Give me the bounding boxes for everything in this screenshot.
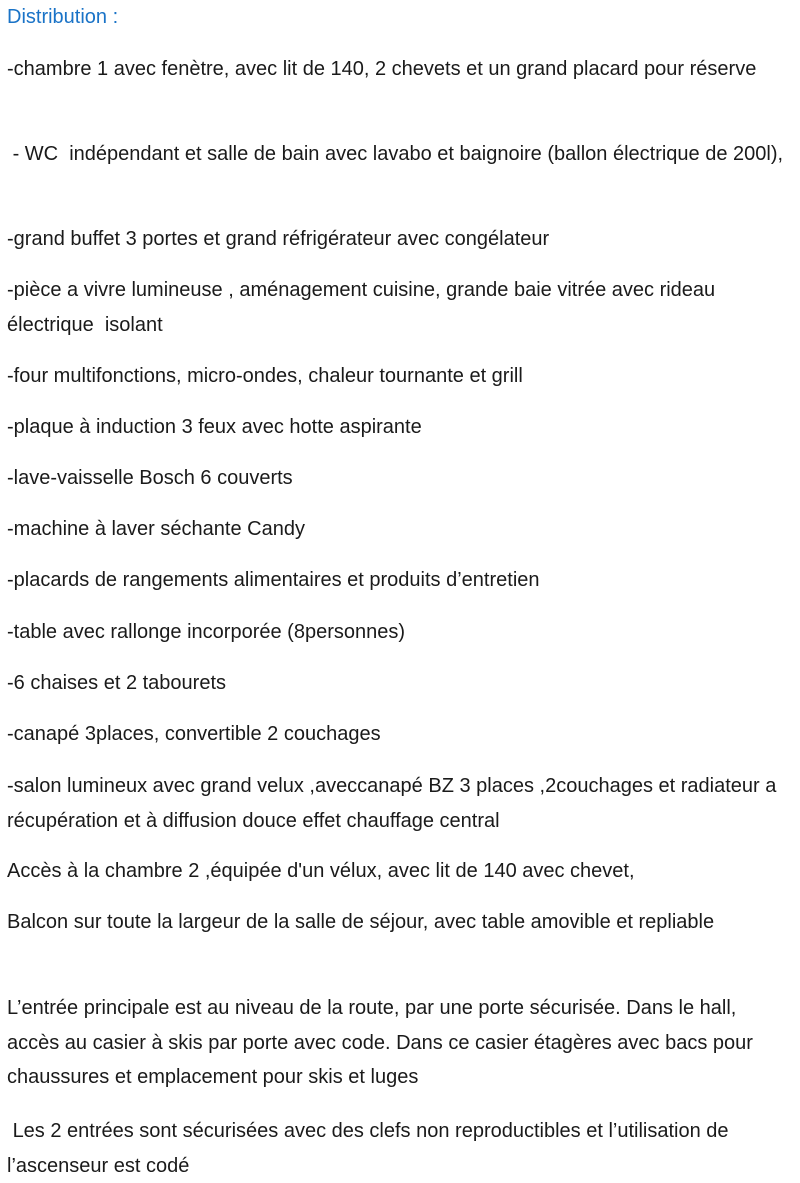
paragraph-buffet-refrigerateur: -grand buffet 3 portes et grand réfrigérateur avec congélateur (7, 228, 550, 250)
paragraph-securite: Les 2 entrées sont sécurisées avec des clefs non reproductibles et l’utilisation de l’ascenseur est codé (7, 1120, 735, 1177)
paragraph-balcon: Balcon sur toute la largeur de la salle de séjour, avec table amovible et repliable (7, 911, 715, 933)
paragraph-plaque-induction: -plaque à induction 3 feux avec hotte aspirante (7, 416, 422, 438)
paragraph-chambre-2: Accès à la chambre 2 ,équipée d'un vélux, avec lit de 140 avec chevet, (7, 860, 635, 882)
paragraph-piece-a-vivre: -pièce a vivre lumineuse , aménagement cuisine, grande baie vitrée avec rideau électrique isolant (7, 279, 721, 336)
paragraph-lave-vaisselle: -lave-vaisselle Bosch 6 couverts (7, 467, 293, 489)
paragraph-salon: -salon lumineux avec grand velux ,aveccanapé BZ 3 places ,2couchages et radiateur a récupération et à diffusion douce effet chauffage central (7, 775, 782, 832)
paragraph-table: -table avec rallonge incorporée (8personnes) (7, 621, 406, 643)
paragraph-wc-salle-de-bain: - WC indépendant et salle de bain avec lavabo et baignoire (ballon électrique de 200l), (7, 143, 784, 165)
paragraph-machine-a-laver: -machine à laver séchante Candy (7, 518, 305, 540)
paragraph-entree-principale: L’entrée principale est au niveau de la route, par une porte sécurisée. Dans le hall, accès au casier à skis par porte avec code. Dans ce casier étagères avec bacs pour chaussures et emplacement pour skis et luges (7, 997, 759, 1088)
paragraph-four: -four multifonctions, micro-ondes, chaleur tournante et grill (7, 365, 523, 387)
paragraph-placards: -placards de rangements alimentaires et produits d’entretien (7, 569, 540, 591)
section-heading: Distribution : (7, 6, 119, 28)
paragraph-canape: -canapé 3places, convertible 2 couchages (7, 723, 381, 745)
paragraph-chambre-1: -chambre 1 avec fenètre, avec lit de 140, 2 chevets et un grand placard pour réserve (7, 58, 757, 80)
paragraph-chaises: -6 chaises et 2 tabourets (7, 672, 227, 694)
